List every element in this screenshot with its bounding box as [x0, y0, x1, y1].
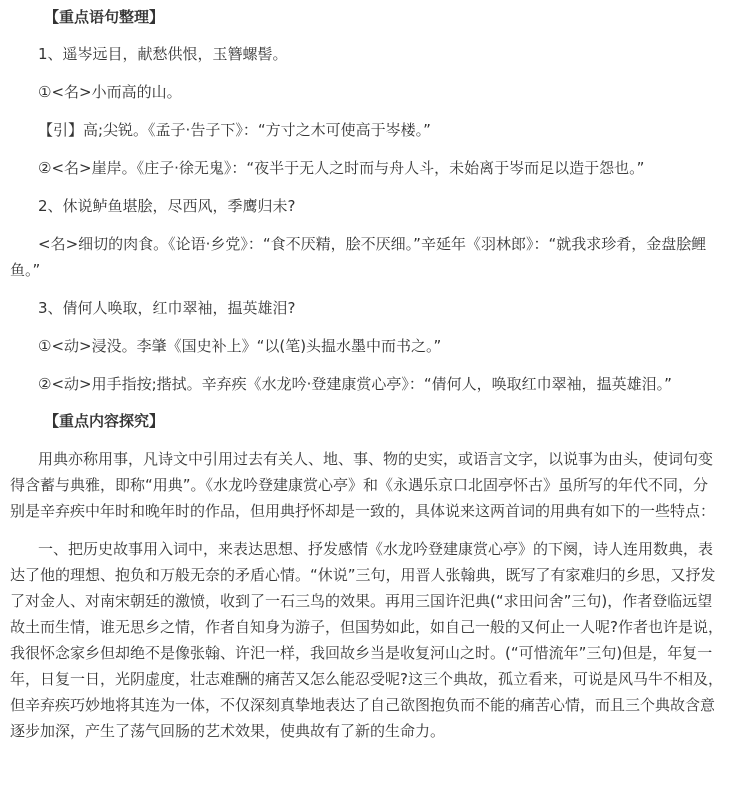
sentence-3: 3、倩何人唤取，红巾翠袖，揾英雄泪? [38, 299, 296, 317]
citation-1-1: 【引】高;尖锐。《孟子·告子下》：“方寸之木可使高于岑楼。” [38, 121, 431, 139]
section-heading-key-content: 【重点内容探究】 [44, 412, 165, 430]
sentence-2: 2、休说鲈鱼堪脍，尽西风，季鹰归未? [38, 197, 296, 215]
definition-3-2: ②<动>用手指按;揩拭。辛弃疾《水龙吟·登建康赏心亭》：“倩何人，唤取红巾翠袖，揾英雄泪。” [38, 375, 672, 393]
analysis-paragraph: 一、把历史故事用入词中，来表达思想、抒发感情《水龙吟登建康赏心亭》的下阕，诗人连用数典，表达了他的理想、抱负和万般无奈的矛盾心情。“休说”三句，用晋人张翰典，既写了有家难归的乡思，又抒发了对金人、对南宋朝廷的激愤，收到了一石三鸟的效果。再用三国许汜典(“求田问舍”三句)，作者登临远望故土而生情，谁无思乡之情，作者自知身为游子，但国势如此，如自己一般的又何止一人呢?作者也许是说，我很怀念家乡但却绝不是像张翰、许汜一样，我回故乡当是收复河山之时。(“可惜流年”三句)但是，年复一年，日复一日，光阴虚度，壮志难酬的痛苦又怎么能忍受呢?这三个典故，孤立看来，可说是风马牛不相及，但辛弃疾巧妙地将其连为一体，不仅深刻真挚地表达了自己欲图抱负而不能的痛苦心情，而且三个典故含意逐步加深，产生了荡气回肠的艺术效果，使典故有了新的生命力。 [10, 540, 723, 740]
section-heading-key-sentences: 【重点语句整理】 [44, 8, 165, 26]
definition-2: <名>细切的肉食。《论语·乡党》：“食不厌精，脍不厌细。”辛延年《羽林郎》：“就我求珍肴，金盘脍鲤鱼。” [10, 235, 707, 279]
definition-1-1: ①<名>小而高的山。 [38, 83, 182, 101]
definition-3-1: ①<动>浸没。李肇《国史补上》“以(笔)头揾水墨中而书之。” [38, 337, 442, 355]
definition-1-2: ②<名>崖岸。《庄子·徐无鬼》：“夜半于无人之时而与舟人斗，未始离于岑而足以造于怨也。” [38, 159, 645, 177]
intro-paragraph: 用典亦称用事，凡诗文中引用过去有关人、地、事、物的史实，或语言文字，以说事为由头，使词句变得含蓄与典雅，即称“用典”。《水龙吟登建康赏心亭》和《永遇乐京口北固亭怀古》虽所写的年代不同，分别是辛弃疾中年时和晚年时的作品，但用典抒怀却是一致的，具体说来这两首词的用典有如下的一些特点： [10, 450, 716, 520]
sentence-1: 1、遥岑远目，献愁供恨，玉簪螺髻。 [38, 45, 288, 63]
